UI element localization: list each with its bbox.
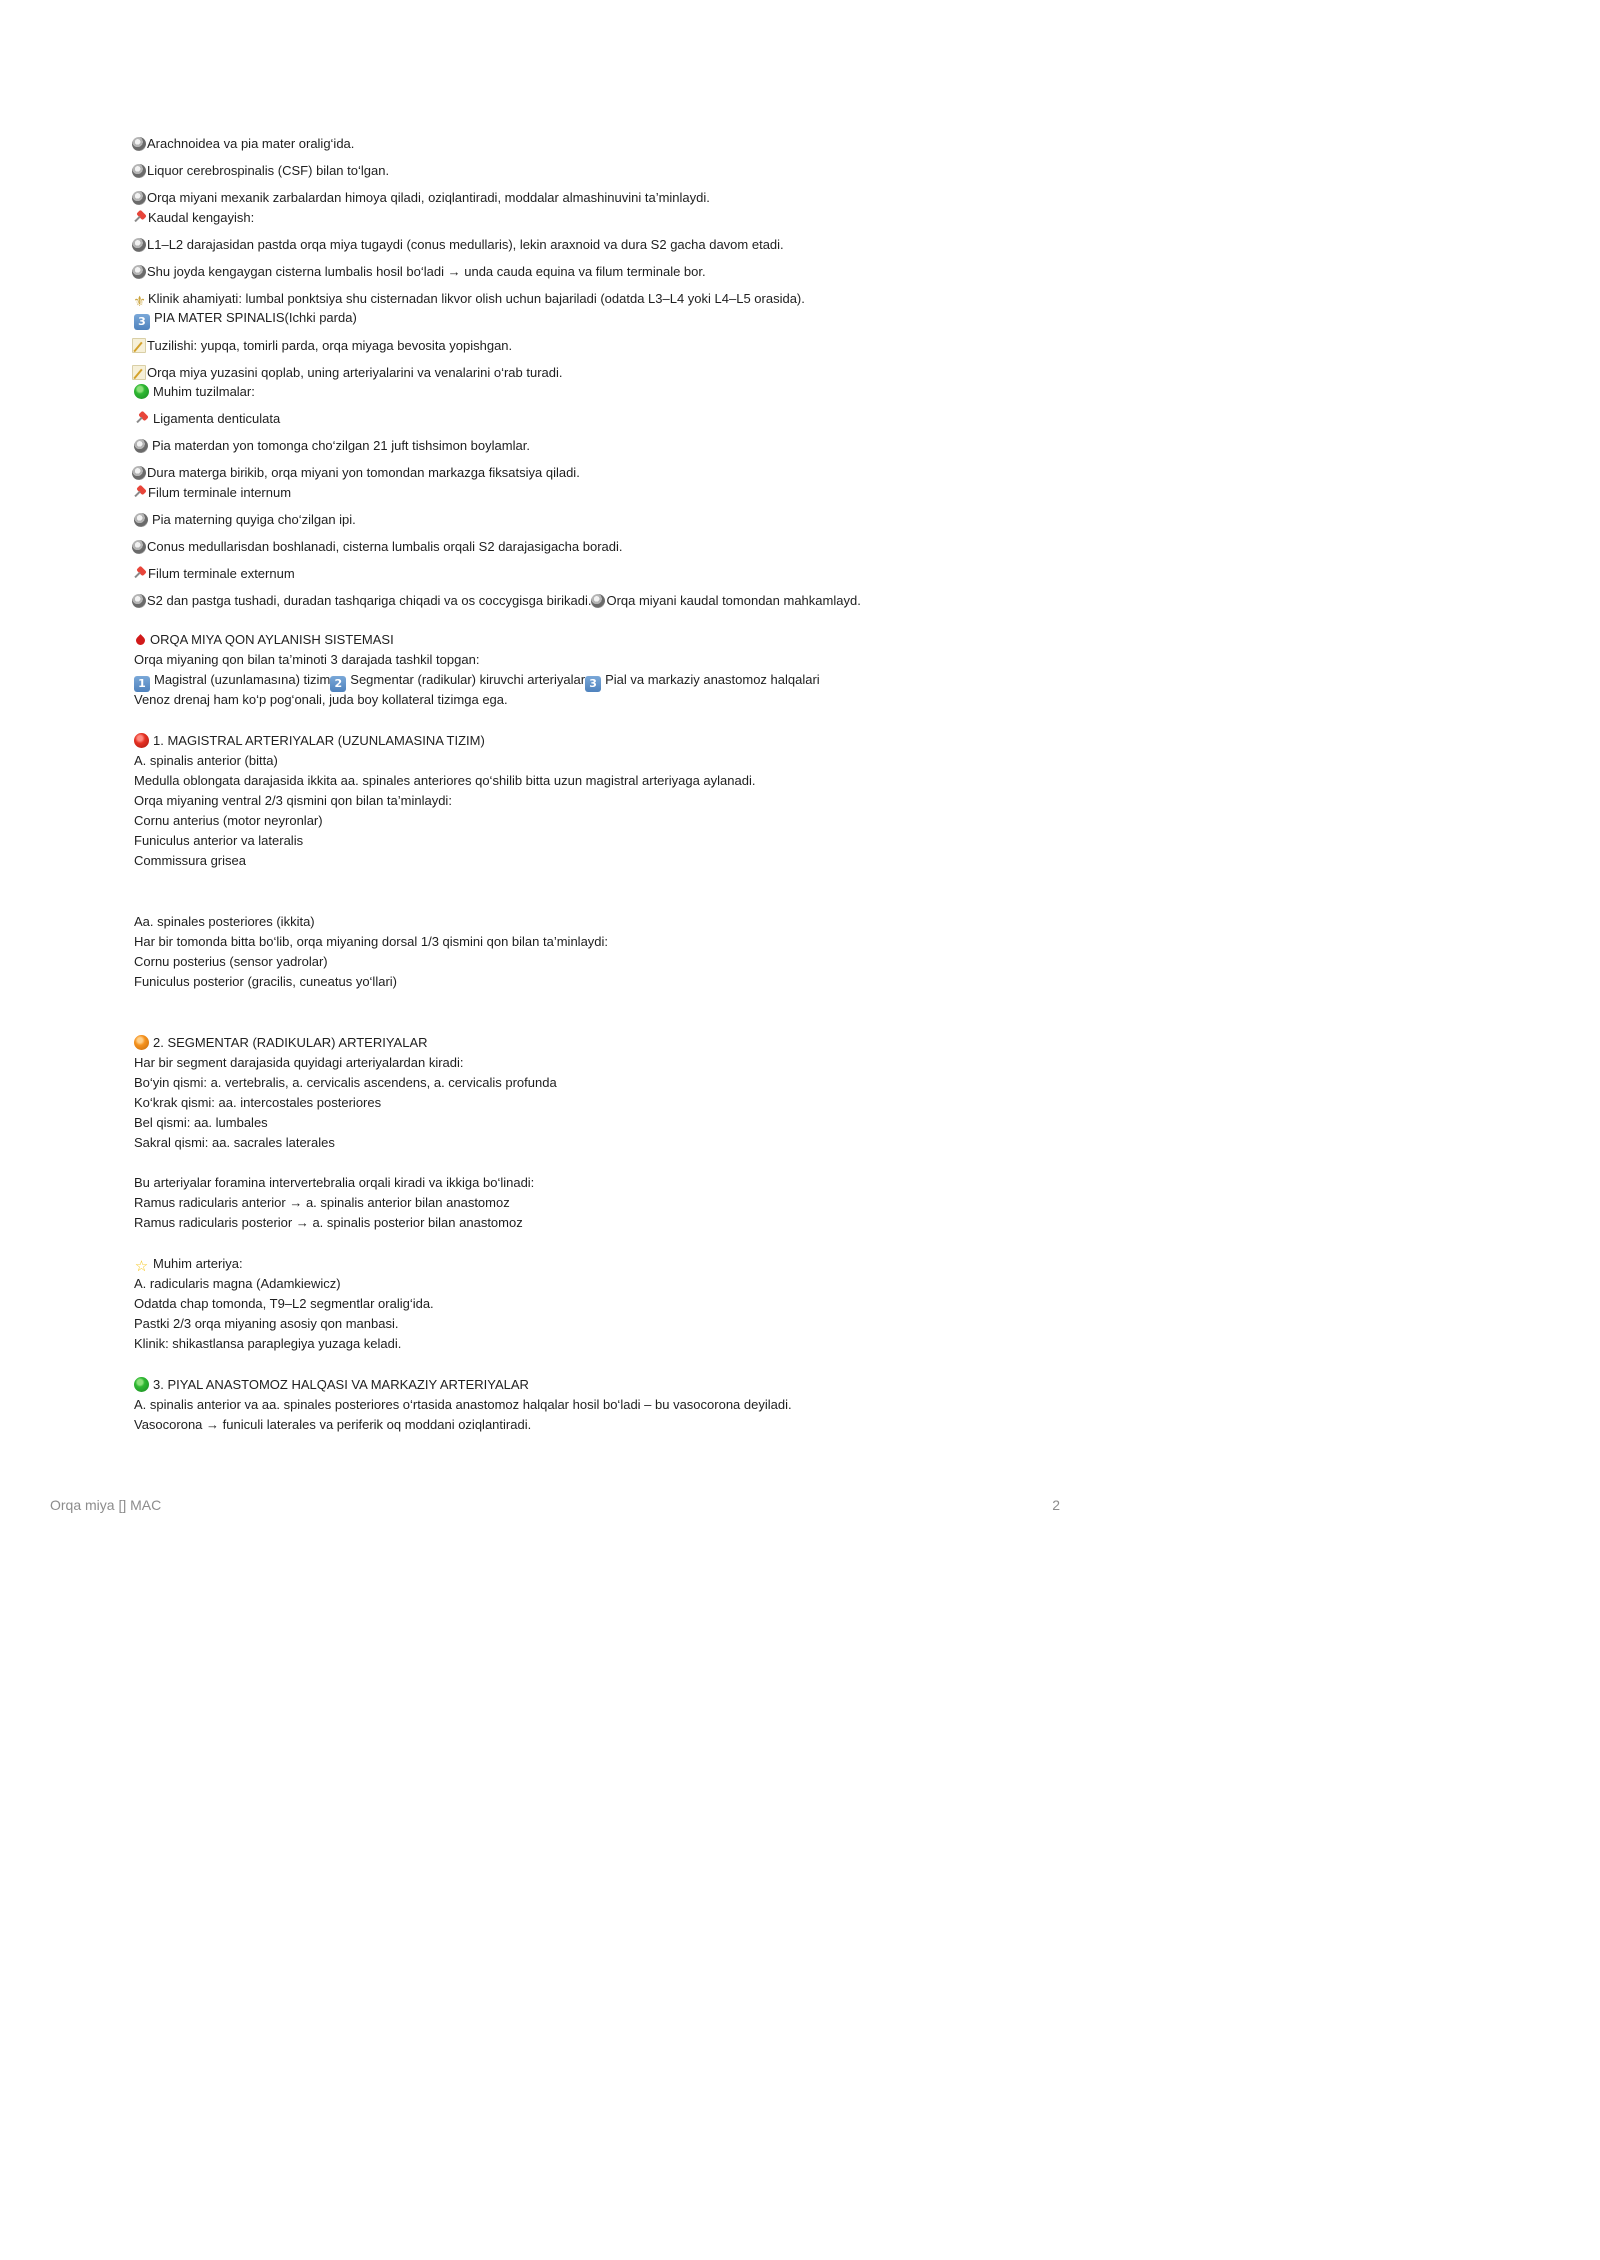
text-line: Conus medullarisdan boshlanadi, cisterna lumbalis orqali S2 darajasigacha boradi. bbox=[132, 537, 623, 557]
text-line: ⚜ Klinik ahamiyati: lumbal ponktsiya shu cisternadan likvor olish uchun bajariladi (odatda L3–L4 yoki L4–L5 orasida). bbox=[133, 291, 805, 310]
text-line: Aa. spinales posteriores (ikkita) bbox=[134, 914, 315, 929]
text-line: Filum terminale externum bbox=[132, 564, 295, 584]
section-heading: ☆ Muhim arteriya: bbox=[134, 1256, 243, 1275]
text-line: Cornu anterius (motor neyronlar) bbox=[134, 813, 323, 828]
grey-bullet-icon bbox=[591, 594, 605, 608]
star-icon: ☆ bbox=[134, 1257, 149, 1275]
grey-bullet-icon bbox=[132, 466, 146, 480]
text-line: Pia materning quyiga cho‘zilgan ipi. bbox=[134, 510, 356, 530]
blood-drop-icon bbox=[134, 632, 146, 647]
text-line: Dura materga birikib, orqa miyani yon tomondan markazga fiksatsiya qiladi. bbox=[132, 463, 580, 483]
text-line: Liquor cerebrospinalis (CSF) bilan to‘lgan. bbox=[132, 161, 389, 181]
text-line: Ramus radicularis posterior → a. spinalis posterior bilan anastomoz bbox=[134, 1215, 523, 1230]
green-circle-icon bbox=[134, 1377, 149, 1392]
section-heading: ORQA MIYA QON AYLANISH SISTEMASI bbox=[134, 630, 394, 650]
text-line: Orqa miyani mexanik zarbalardan himoya qiladi, oziqlantiradi, moddalar almashinuvini ta’minlaydi. bbox=[132, 188, 710, 208]
pushpin-icon bbox=[132, 210, 147, 225]
text-line: A. spinalis anterior (bitta) bbox=[134, 753, 278, 768]
text-line: Sakral qismi: aa. sacrales laterales bbox=[134, 1135, 335, 1150]
text-line: Orqa miyaning qon bilan ta’minoti 3 darajada tashkil topgan: bbox=[134, 652, 480, 667]
text-line: S2 dan pastga tushadi, duradan tashqariga chiqadi va os coccygisga birikadi. Orqa miyani kaudal tomondan mahkamlayd. bbox=[132, 591, 861, 611]
pushpin-icon bbox=[132, 485, 147, 500]
grey-bullet-icon bbox=[134, 513, 148, 527]
footer-document-title: Orqa miya [] MAC bbox=[50, 1497, 162, 1513]
text-line: Bel qismi: aa. lumbales bbox=[134, 1115, 268, 1130]
text-line: Medulla oblongata darajasida ikkita aa. spinales anteriores qo‘shilib bitta uzun magistral arteriyaga aylanadi. bbox=[134, 773, 756, 788]
keycap-2-icon: 2 bbox=[330, 676, 346, 692]
text-line: Cornu posterius (sensor yadrolar) bbox=[134, 954, 328, 969]
text-line: Tuzilishi: yupqa, tomirli parda, orqa miyaga bevosita yopishgan. bbox=[132, 336, 512, 356]
text-line: L1–L2 darajasidan pastda orqa miya tugaydi (conus medullaris), lekin araxnoid va dura S2 gacha davom etadi. bbox=[132, 235, 784, 255]
keycap-3-icon: 3 bbox=[134, 314, 150, 330]
text-line: Klinik: shikastlansa paraplegiya yuzaga keladi. bbox=[134, 1336, 402, 1351]
text-line: Odatda chap tomonda, T9–L2 segmentlar oralig‘ida. bbox=[134, 1296, 434, 1311]
text-line: Vasocorona → funiculi laterales va periferik oq moddani oziqlantiradi. bbox=[134, 1417, 532, 1432]
text-line: Bo‘yin qismi: a. vertebralis, a. cervicalis ascendens, a. cervicalis profunda bbox=[134, 1075, 557, 1090]
text-line: Orqa miya yuzasini qoplab, uning arteriyalarini va venalarini o‘rab turadi. bbox=[132, 363, 563, 383]
keycap-1-icon: 1 bbox=[134, 676, 150, 692]
text-line: Commissura grisea bbox=[134, 853, 246, 868]
text-line: Arachnoidea va pia mater oralig‘ida. bbox=[132, 134, 354, 154]
text-line: 1 Magistral (uzunlamasına) tizim 2 Segmentar (radikular) kiruvchi arteriyalar 3 Pial va markaziy anastomoz halqalari bbox=[134, 670, 820, 690]
text-line: Muhim tuzilmalar: bbox=[134, 382, 255, 402]
section-heading: 1. MAGISTRAL ARTERIYALAR (UZUNLAMASINA TIZIM) bbox=[134, 731, 485, 751]
pushpin-icon bbox=[132, 566, 147, 581]
text-line: A. radicularis magna (Adamkiewicz) bbox=[134, 1276, 341, 1291]
text-line: Ko‘krak qismi: aa. intercostales posteriores bbox=[134, 1095, 382, 1110]
text-line: Har bir tomonda bitta bo‘lib, orqa miyaning dorsal 1/3 qismini qon bilan ta’minlaydi: bbox=[134, 934, 609, 949]
text-line: Funiculus anterior va lateralis bbox=[134, 833, 304, 848]
grey-bullet-icon bbox=[132, 164, 146, 178]
text-line: Pia materdan yon tomonga cho‘zilgan 21 juft tishsimon boylamlar. bbox=[134, 436, 530, 456]
memo-icon bbox=[132, 338, 146, 353]
memo-icon bbox=[132, 365, 146, 380]
pushpin-icon bbox=[134, 411, 149, 426]
grey-bullet-icon bbox=[132, 137, 146, 151]
grey-bullet-icon bbox=[132, 540, 146, 554]
text-line: Kaudal kengayish: bbox=[132, 208, 254, 228]
footer-page-number: 2 bbox=[1052, 1497, 1060, 1513]
section-heading: 3. PIYAL ANASTOMOZ HALQASI VA MARKAZIY ARTERIYALAR bbox=[134, 1375, 529, 1395]
grey-bullet-icon bbox=[134, 439, 148, 453]
grey-bullet-icon bbox=[132, 191, 146, 205]
green-circle-icon bbox=[134, 384, 149, 399]
text-line: Ramus radicularis anterior → a. spinalis anterior bilan anastomoz bbox=[134, 1195, 510, 1210]
text-line: Pastki 2/3 orqa miyaning asosiy qon manbasi. bbox=[134, 1316, 399, 1331]
text-line: A. spinalis anterior va aa. spinales posteriores o‘rtasida anastomoz halqalar hosil bo‘ladi – bu vasocorona deyiladi. bbox=[134, 1397, 792, 1412]
text-line: Filum terminale internum bbox=[132, 483, 291, 503]
text-line: Orqa miyaning ventral 2/3 qismini qon bilan ta’minlaydi: bbox=[134, 793, 452, 808]
text-line: Funiculus posterior (gracilis, cuneatus yo‘llari) bbox=[134, 974, 397, 989]
text-line: Shu joyda kengaygan cisterna lumbalis hosil bo‘ladi → unda cauda equina va filum terminale bor. bbox=[132, 262, 706, 282]
grey-bullet-icon bbox=[132, 238, 146, 252]
fleur-de-lis-icon: ⚜ bbox=[133, 294, 146, 310]
section-heading: 2. SEGMENTAR (RADIKULAR) ARTERIYALAR bbox=[134, 1033, 428, 1053]
orange-circle-icon bbox=[134, 1035, 149, 1050]
text-line: Har bir segment darajasida quyidagi arteriyalardan kiradi: bbox=[134, 1055, 464, 1070]
red-circle-icon bbox=[134, 733, 149, 748]
text-line: Venoz drenaj ham ko‘p pog‘onali, juda boy kollateral tizimga ega. bbox=[134, 692, 508, 707]
text-line: Bu arteriyalar foramina intervertebralia orqali kiradi va ikkiga bo‘linadi: bbox=[134, 1175, 535, 1190]
grey-bullet-icon bbox=[132, 594, 146, 608]
grey-bullet-icon bbox=[132, 265, 146, 279]
text-line: Ligamenta denticulata bbox=[134, 409, 280, 429]
section-heading: 3 PIA MATER SPINALIS(Ichki parda) bbox=[134, 308, 357, 328]
keycap-3-icon: 3 bbox=[585, 676, 601, 692]
